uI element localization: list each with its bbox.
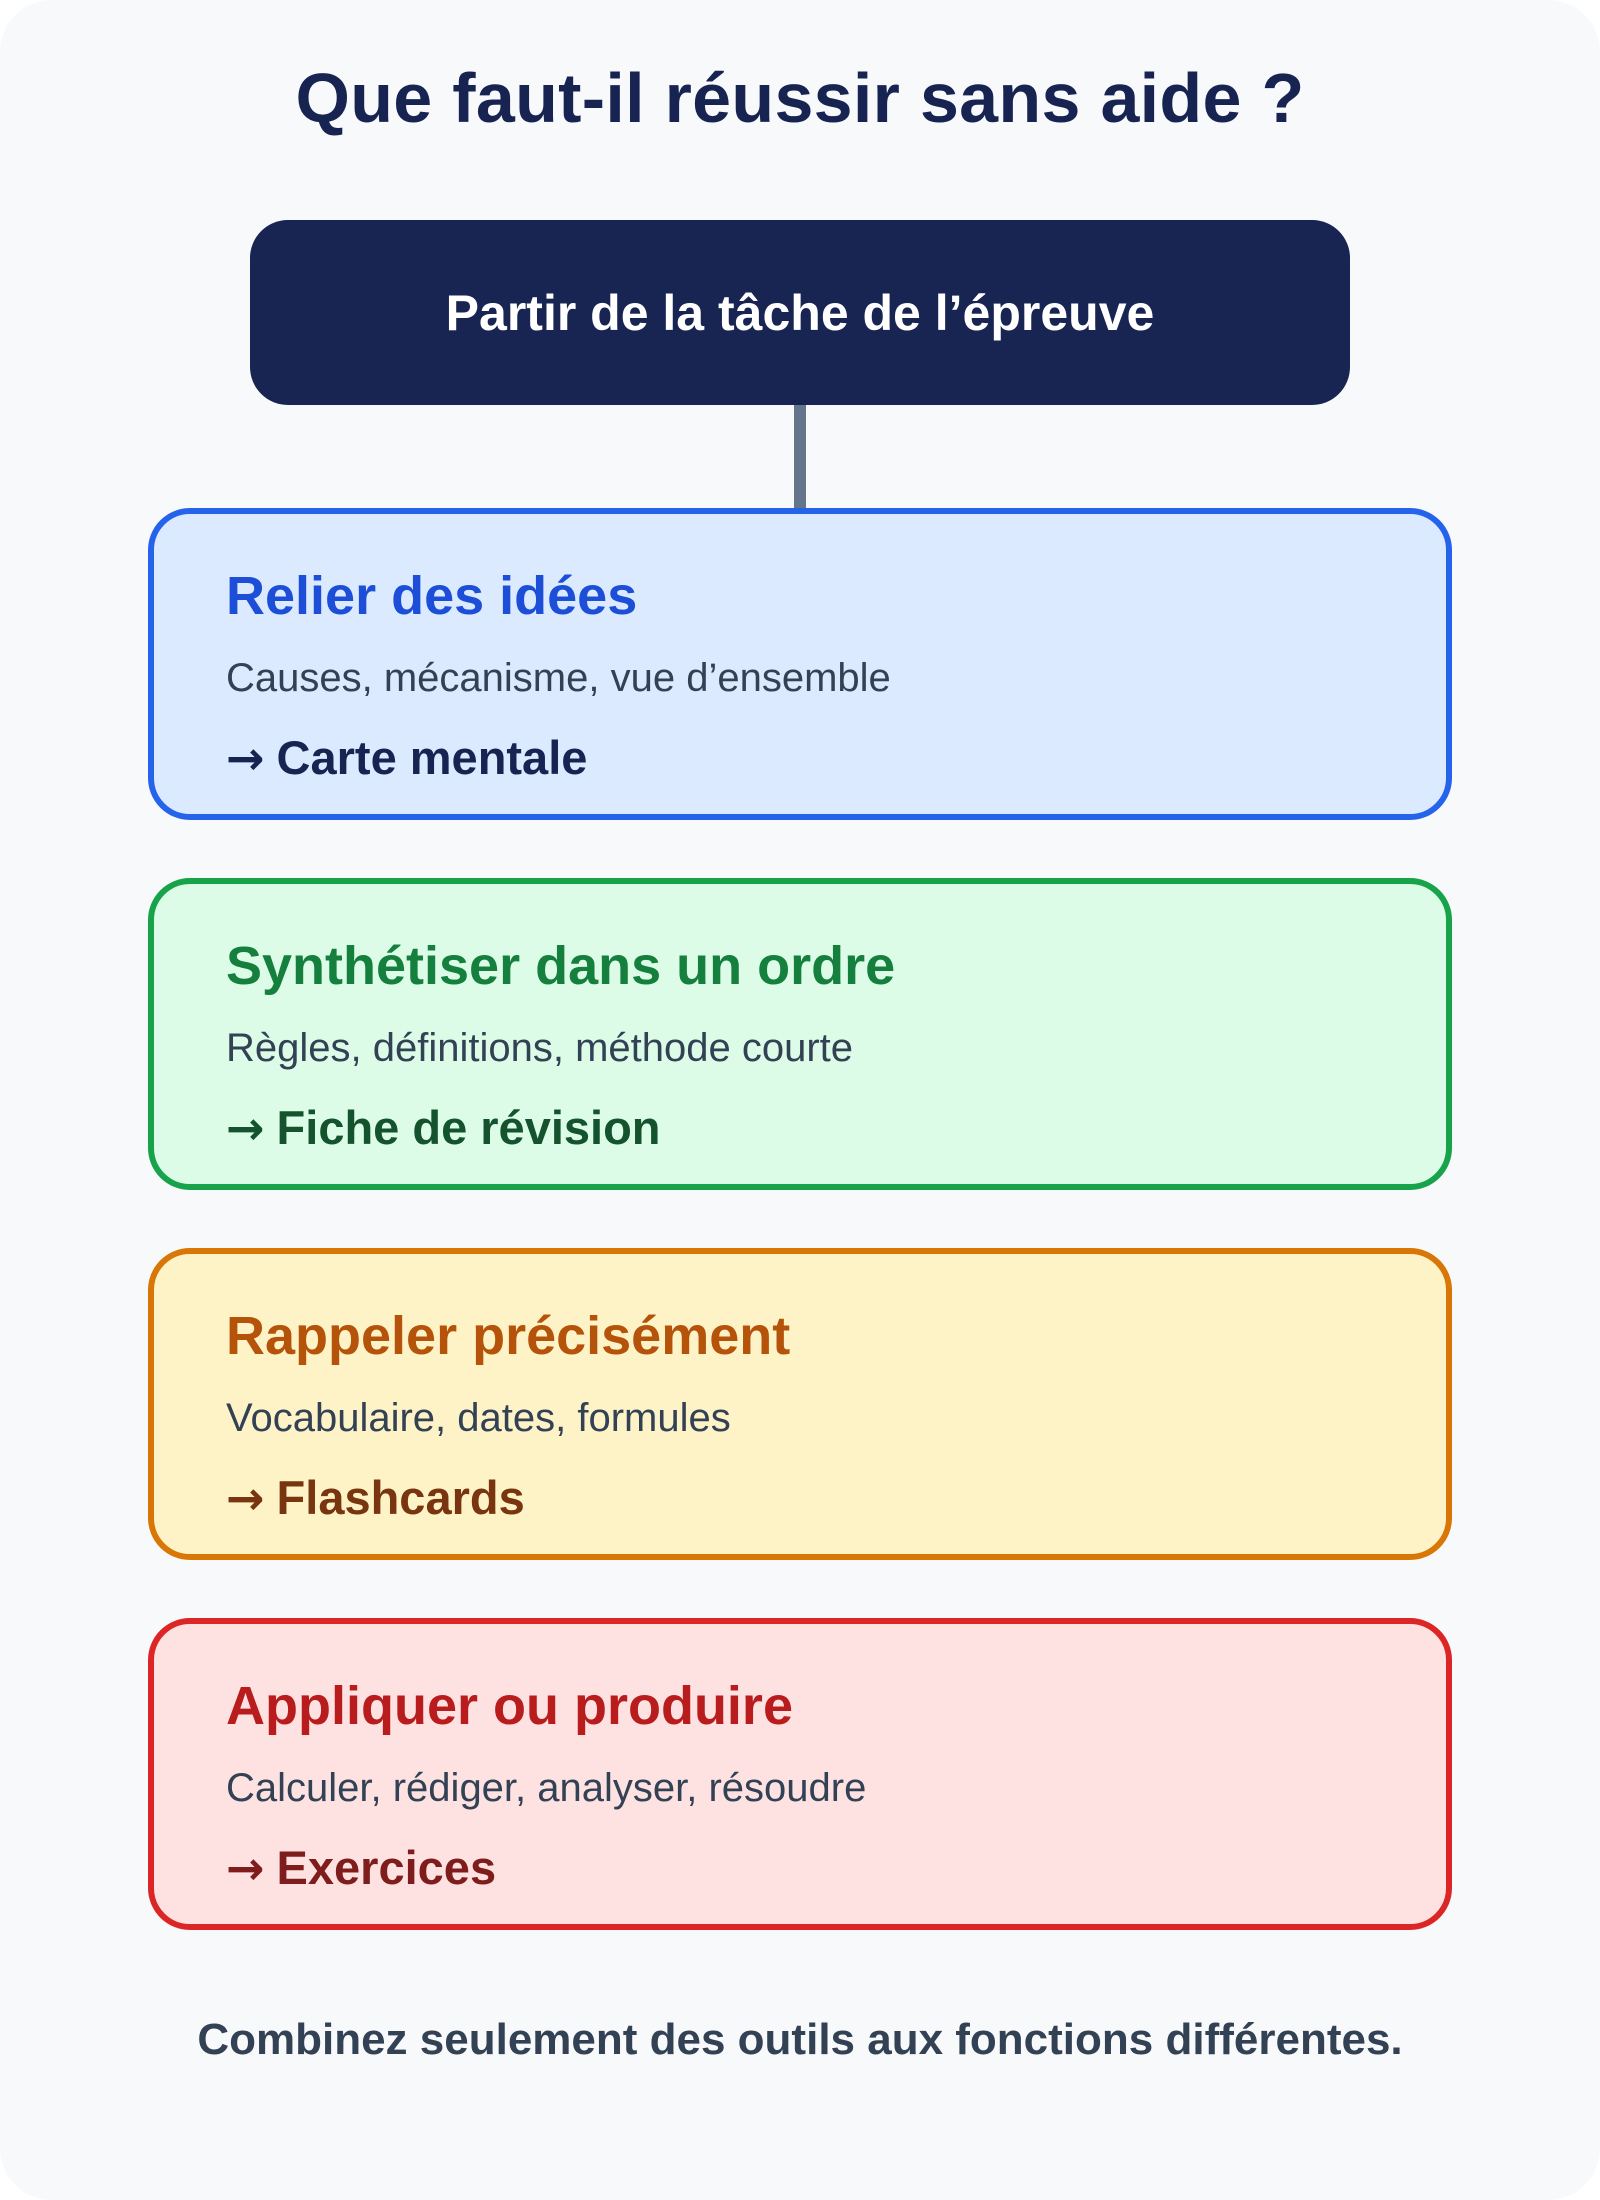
card-rappeler [148,1248,1452,1560]
connector-line [794,405,806,508]
start-node-label: Partir de la tâche de l’épreuve [445,284,1155,341]
card-tool-row [226,1100,1446,1156]
card-relier-des-idees [148,508,1452,820]
card-tool-label: Carte mentale [276,731,588,784]
card-heading: Relier des idées [226,566,638,626]
footer-note: Combinez seulement des outils aux fonctions différentes. [197,2015,1403,2064]
card-tool-row [226,1840,1446,1896]
card-tool-row [226,1470,1446,1526]
card-description: Causes, mécanisme, vue d’ensemble [226,656,891,700]
card-heading: Synthétiser dans un ordre [226,936,896,996]
card-tool-label: Flashcards [276,1471,525,1524]
arrow-right-icon: → [226,1471,265,1525]
card-tool-label: Exercices [276,1841,497,1894]
card-heading: Rappeler précisément [226,1306,791,1366]
arrow-right-icon: → [226,1841,265,1895]
arrow-right-icon: → [226,731,265,785]
card-synthetiser [148,878,1452,1190]
page-title: Que faut-il réussir sans aide ? [295,59,1305,137]
arrow-right-icon: → [226,1101,265,1155]
card-description: Vocabulaire, dates, formules [226,1396,731,1440]
card-heading: Appliquer ou produire [226,1676,793,1736]
card-description: Règles, définitions, méthode courte [226,1026,854,1070]
card-appliquer [148,1618,1452,1930]
card-tool-label: Fiche de révision [276,1101,661,1154]
card-tool-row [226,730,1446,786]
card-description: Calculer, rédiger, analyser, résoudre [226,1766,867,1810]
start-node [250,220,1350,405]
